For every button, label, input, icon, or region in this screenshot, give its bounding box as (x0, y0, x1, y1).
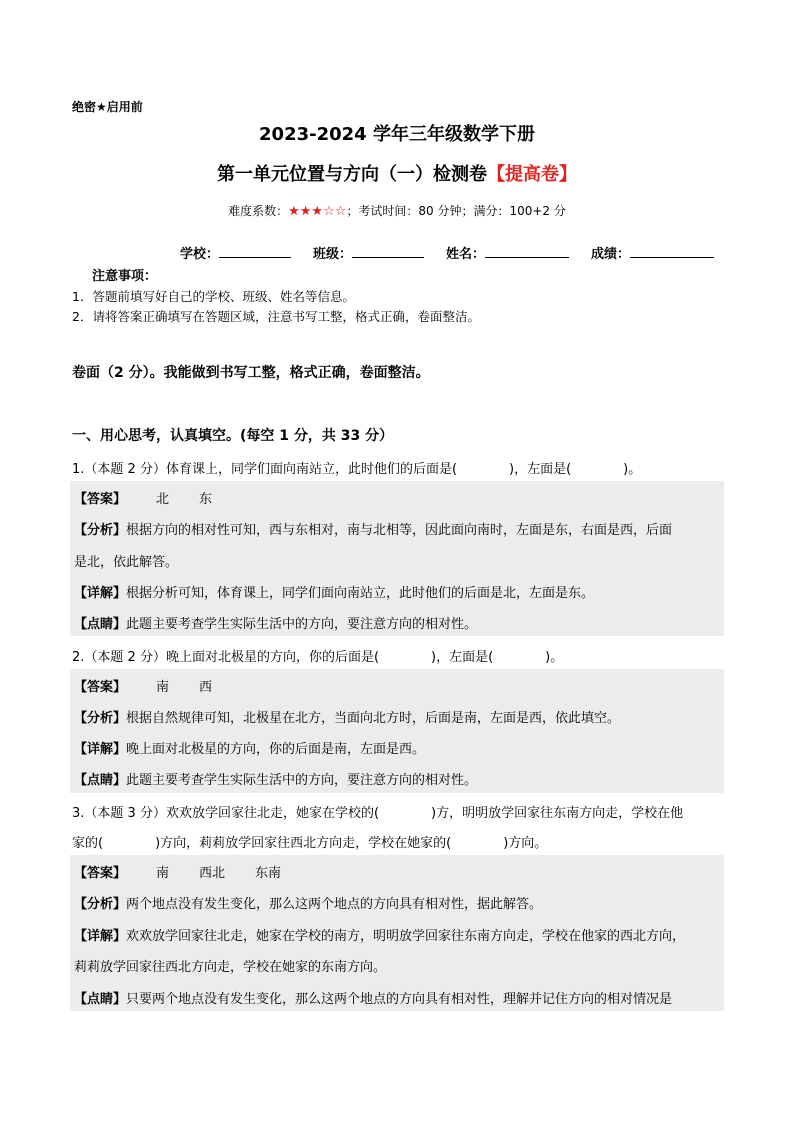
name-label: 姓名： (446, 247, 486, 262)
answer-tag: 【答案】 (74, 492, 127, 507)
point-row-3 (74, 988, 672, 1007)
detail-text: 根据分析可知，体育课上，同学们面向南站立，此时他们的后面是北，左面是东。 (126, 586, 595, 601)
confidential-label: 绝密★启用前 (72, 100, 143, 114)
detail-row-3-cont: 莉莉放学回家往西北方向走，学校在她家的东南方向。 (74, 960, 387, 975)
exam-meta (0, 202, 794, 219)
subtitle-tag: 【提高卷】 (487, 164, 577, 185)
answer-value: 南 (156, 866, 170, 881)
point-tag: 【点睛】 (74, 617, 127, 632)
detail-text: 晚上面对北极星的方向，你的后面是南，左面是西。 (126, 742, 426, 757)
analysis-text: 两个地点没有发生变化，那么这两个地点的方向具有相对性，据此解答。 (126, 897, 543, 912)
answer-tag: 【答案】 (74, 866, 127, 881)
score-label: 成绩： (591, 247, 631, 262)
detail-tag: 【详解】 (74, 929, 127, 944)
page-neatness-note: 卷面（2 分）。我能做到书写工整，格式正确，卷面整洁。 (72, 365, 430, 381)
answer-row-2 (74, 676, 212, 695)
note-item: 2．请将答案正确填写在答题区域，注意书写工整，格式正确，卷面整洁。 (72, 309, 480, 324)
point-text: 此题主要考查学生实际生活中的方向，要注意方向的相对性。 (126, 617, 478, 632)
analysis-text: 根据方向的相对性可知，西与东相对，南与北相等，因此面向南时，左面是东，右面是西，后面 (126, 523, 673, 538)
point-tag: 【点睛】 (74, 992, 127, 1007)
answer-value: 西北 (199, 866, 226, 881)
point-tag: 【点睛】 (74, 773, 127, 788)
detail-row-2 (74, 738, 425, 757)
score-field[interactable] (630, 243, 714, 258)
notes-title: 注意事项： (92, 269, 158, 284)
analysis-text: 根据自然规律可知，北极星在北方，当面向北方时，后面是南，左面是西，依此填空。 (126, 711, 621, 726)
question-1: 1.（本题 2 分）体育课上，同学们面向南站立，此时他们的后面是( )，左面是( )。 (72, 462, 642, 477)
class-label: 班级： (313, 247, 353, 262)
star-empty-icon: ☆☆ (323, 204, 347, 219)
exam-info: ；考试时间：80 分钟；满分：100+2 分 (346, 204, 566, 218)
page-title: 2023-2024 学年三年级数学下册 (259, 124, 535, 145)
section-title: 一、用心思考，认真填空。(每空 1 分，共 33 分） (72, 428, 394, 444)
answer-value: 东 (199, 492, 213, 507)
school-label: 学校： (180, 247, 220, 262)
detail-tag: 【详解】 (74, 742, 127, 757)
answer-value: 南 (156, 680, 170, 695)
difficulty-stars (288, 204, 346, 219)
analysis-row-3 (74, 893, 542, 912)
analysis-tag: 【分析】 (74, 711, 127, 726)
analysis-row-1-cont: 是北，依此解答。 (74, 555, 179, 570)
note-item: 1．答题前填写好自己的学校、班级、姓名等信息。 (72, 289, 355, 304)
point-text: 只要两个地点没有发生变化，那么这两个地点的方向具有相对性，理解并记住方向的相对情况是 (126, 992, 673, 1007)
detail-row-3 (74, 925, 685, 944)
point-row-1 (74, 613, 477, 632)
page-subtitle (0, 160, 794, 186)
analysis-row-1 (74, 519, 672, 538)
question-2: 2.（本题 2 分）晚上面对北极星的方向，你的后面是( )，左面是( )。 (72, 650, 564, 665)
answer-value: 北 (156, 492, 170, 507)
answer-row-1 (74, 488, 212, 507)
school-field[interactable] (219, 243, 291, 258)
detail-row-1 (74, 582, 594, 601)
subtitle-main: 第一单元位置与方向（一）检测卷 (217, 164, 487, 185)
answer-value: 东南 (255, 866, 282, 881)
analysis-tag: 【分析】 (74, 523, 127, 538)
question-3-cont: 家的( )方向，莉莉放学回家往西北方向走，学校在她家的( )方向。 (72, 836, 548, 851)
analysis-tag: 【分析】 (74, 897, 127, 912)
student-info-row (180, 243, 714, 262)
point-text: 此题主要考查学生实际生活中的方向，要注意方向的相对性。 (126, 773, 478, 788)
answer-row-3 (74, 862, 281, 881)
detail-tag: 【详解】 (74, 586, 127, 601)
class-field[interactable] (352, 243, 424, 258)
question-3: 3.（本题 3 分）欢欢放学回家往北走，她家在学校的( )方，明明放学回家往东南方向走，学校在他 (72, 806, 684, 821)
difficulty-label: 难度系数： (228, 204, 289, 218)
answer-tag: 【答案】 (74, 680, 127, 695)
star-filled-icon: ★★★ (288, 204, 324, 219)
detail-text: 欢欢放学回家往北走，她家在学校的南方，明明放学回家往东南方向走，学校在他家的西北方向， (126, 929, 686, 944)
name-field[interactable] (485, 243, 569, 258)
analysis-row-2 (74, 707, 620, 726)
point-row-2 (74, 769, 477, 788)
answer-value: 西 (199, 680, 213, 695)
